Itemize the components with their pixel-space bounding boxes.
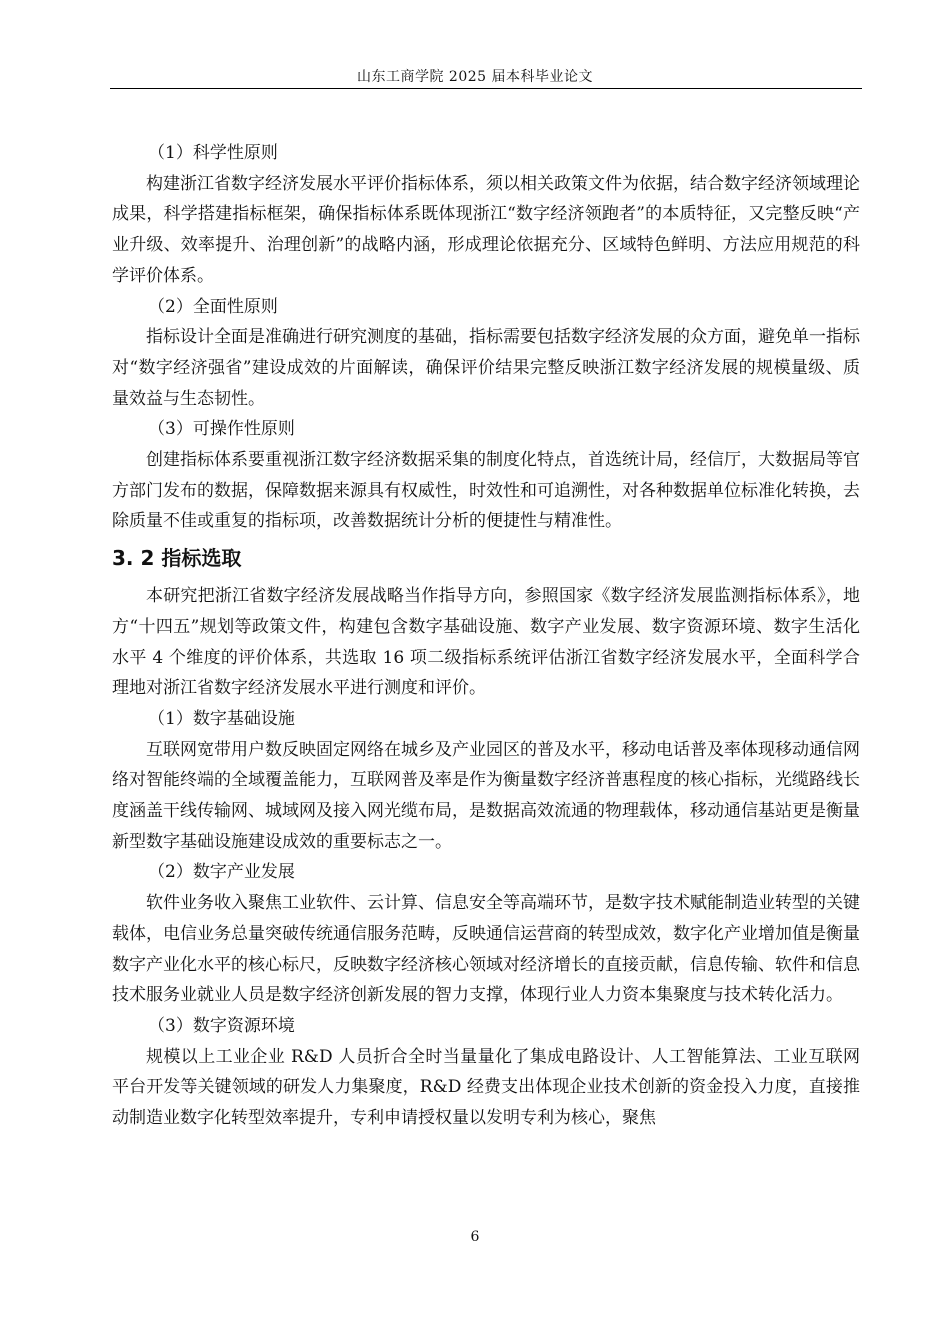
- page-body: [112, 138, 860, 1134]
- subsection-heading: （3）数字资源环境: [148, 1015, 295, 1036]
- paragraph: 软件业务收入聚焦工业软件、云计算、信息安全等高端环节，是数字技术赋能制造业转型的关键载体，电信业务总量突破传统通信服务范畴，反映通信运营商的转型成效，数字化产业增加值是衡量数字产业化水平的核心标尺，反映数字经济核心领域对经济增长的直接贡献，信息传输、软件和信息技术服务业就业人员是数字经济创新发展的智力支撑，体现行业人力资本集聚度与技术转化活力。: [112, 893, 860, 1006]
- paragraph: 构建浙江省数字经济发展水平评价指标体系，须以相关政策文件为依据，结合数字经济领域理论成果，科学搭建指标框架，确保指标体系既体现浙江“数字经济领跑者”的本质特征，又完整反映“产业升级、效率提升、治理创新”的战略内涵，形成理论依据充分、区域特色鲜明、方法应用规范的科学评价体系。: [112, 173, 860, 286]
- paragraph: 规模以上工业企业 R&D 人员折合全时当量量化了集成电路设计、人工智能算法、工业互联网平台开发等关键领域的研发人力集聚度，R&D 经费支出体现企业技术创新的资金投入力度，直接推动制造业数字化转型效率提升，专利申请授权量以发明专利为核心，聚焦: [112, 1046, 860, 1129]
- subsection-heading: （3）可操作性原则: [148, 419, 295, 440]
- running-header: 山东工商学院 2025 届本科毕业论文: [356, 69, 594, 85]
- page-number: 6: [470, 1229, 480, 1245]
- paragraph: 本研究把浙江省数字经济发展战略当作指导方向，参照国家《数字经济发展监测指标体系》，地方“十四五”规划等政策文件，构建包含数字基础设施、数字产业发展、数字资源环境、数字生活化水平 4 个维度的评价体系，共选取 16 项二级指标系统评估浙江省数字经济发展水平，全面科学合理地对浙江省数字经济发展水平进行测度和评价。: [112, 586, 860, 699]
- section-heading: 3. 2 指标选取: [112, 546, 242, 571]
- subsection-heading: （2）全面性原则: [148, 296, 278, 317]
- paragraph: 指标设计全面是准确进行研究测度的基础，指标需要包括数字经济发展的众方面，避免单一指标对“数字经济强省”建设成效的片面解读，确保评价结果完整反映浙江数字经济发展的规模量级、质量效益与生态韧性。: [112, 327, 860, 409]
- paragraph: 创建指标体系要重视浙江数字经济数据采集的制度化特点，首选统计局，经信厅，大数据局等官方部门发布的数据，保障数据来源具有权威性，时效性和可追溯性，对各种数据单位标准化转换，去除质量不佳或重复的指标项，改善数据统计分析的便捷性与精准性。: [112, 450, 860, 532]
- header-divider: [110, 88, 862, 89]
- paragraph: 互联网宽带用户数反映固定网络在城乡及产业园区的普及水平，移动电话普及率体现移动通信网络对智能终端的全域覆盖能力，互联网普及率是作为衡量数字经济普惠程度的核心指标，光缆路线长度涵盖干线传输网、城域网及接入网光缆布局，是数据高效流通的物理载体，移动通信基站更是衡量新型数字基础设施建设成效的重要标志之一。: [112, 739, 860, 852]
- subsection-heading: （1）科学性原则: [148, 143, 278, 163]
- subsection-heading: （2）数字产业发展: [148, 862, 295, 883]
- subsection-heading: （1）数字基础设施: [148, 708, 295, 729]
